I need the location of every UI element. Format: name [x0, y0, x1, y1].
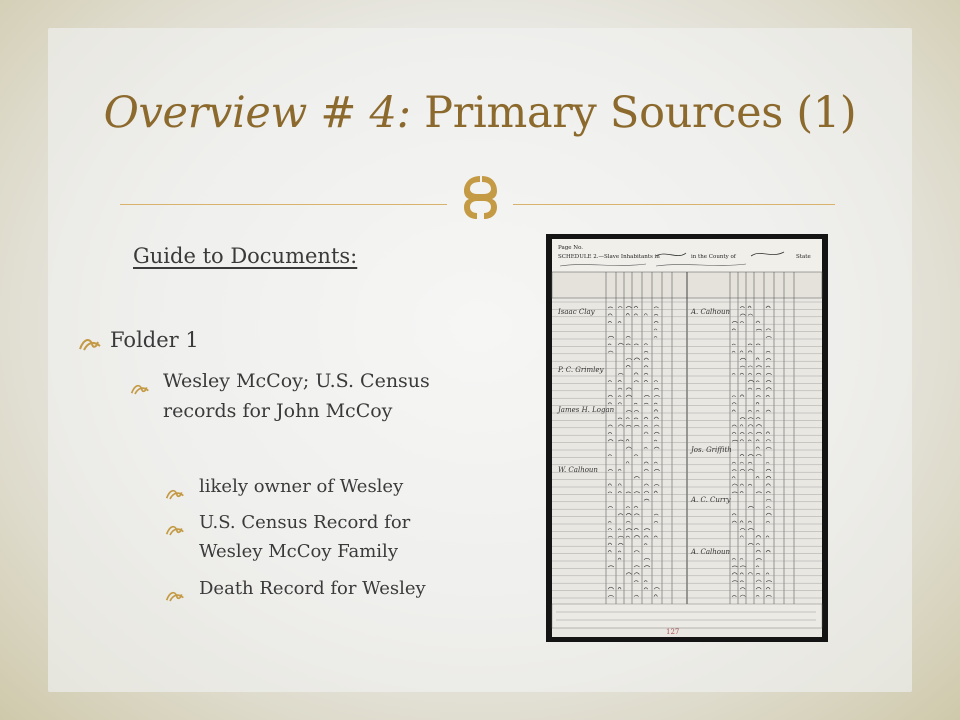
census-name: P. C. Grimley	[558, 366, 604, 374]
bullet-swirl-icon	[78, 333, 102, 357]
bullet-folder-detail	[130, 366, 460, 426]
bullet-swirl-icon	[165, 481, 185, 510]
page-title	[0, 88, 960, 138]
bullet-folder	[78, 328, 199, 357]
bullet-swirl-icon	[130, 375, 150, 405]
census-stamp: 127	[666, 628, 680, 636]
title-italic-part: Overview # 4:	[103, 88, 411, 138]
census-county-label: in the County of	[691, 254, 736, 260]
census-name: James H. Logan	[558, 406, 615, 414]
bullet-folder-detail-text: Wesley McCoy; U.S. Census records for John McCoy	[163, 370, 430, 422]
census-owner: A. Calhoun	[691, 308, 731, 316]
census-owner: Jos. Griffith	[691, 446, 732, 454]
bullet-item-text: U.S. Census Record for Wesley McCoy Family	[199, 512, 411, 562]
census-name: W. Calhoun	[558, 466, 598, 474]
census-owner: A. C. Curry	[691, 496, 731, 504]
divider-line-right	[513, 204, 835, 205]
bullet-swirl-icon	[165, 517, 185, 546]
bullet-item-text: likely owner of Wesley	[199, 476, 404, 497]
title-main-part: Primary Sources (1)	[410, 88, 857, 138]
bullet-item	[165, 574, 465, 612]
census-schedule-label: SCHEDULE 2.—Slave Inhabitants in	[558, 254, 660, 260]
bullet-item-text: Death Record for Wesley	[199, 578, 426, 599]
census-name: Isaac Clay	[558, 308, 595, 316]
bullet-swirl-icon	[165, 583, 185, 612]
census-state-label: State	[796, 254, 811, 260]
bullet-item	[165, 472, 465, 510]
bullet-item	[165, 508, 465, 566]
bullet-folder-text: Folder 1	[110, 328, 199, 352]
guide-heading: Guide to Documents:	[133, 244, 358, 268]
census-document-image	[546, 234, 828, 642]
census-owner: A. Calhoun	[691, 548, 731, 556]
quad-leaf-ornament-icon	[457, 172, 503, 222]
divider-line-left	[120, 204, 447, 205]
census-page-label: Page No.	[558, 245, 584, 251]
